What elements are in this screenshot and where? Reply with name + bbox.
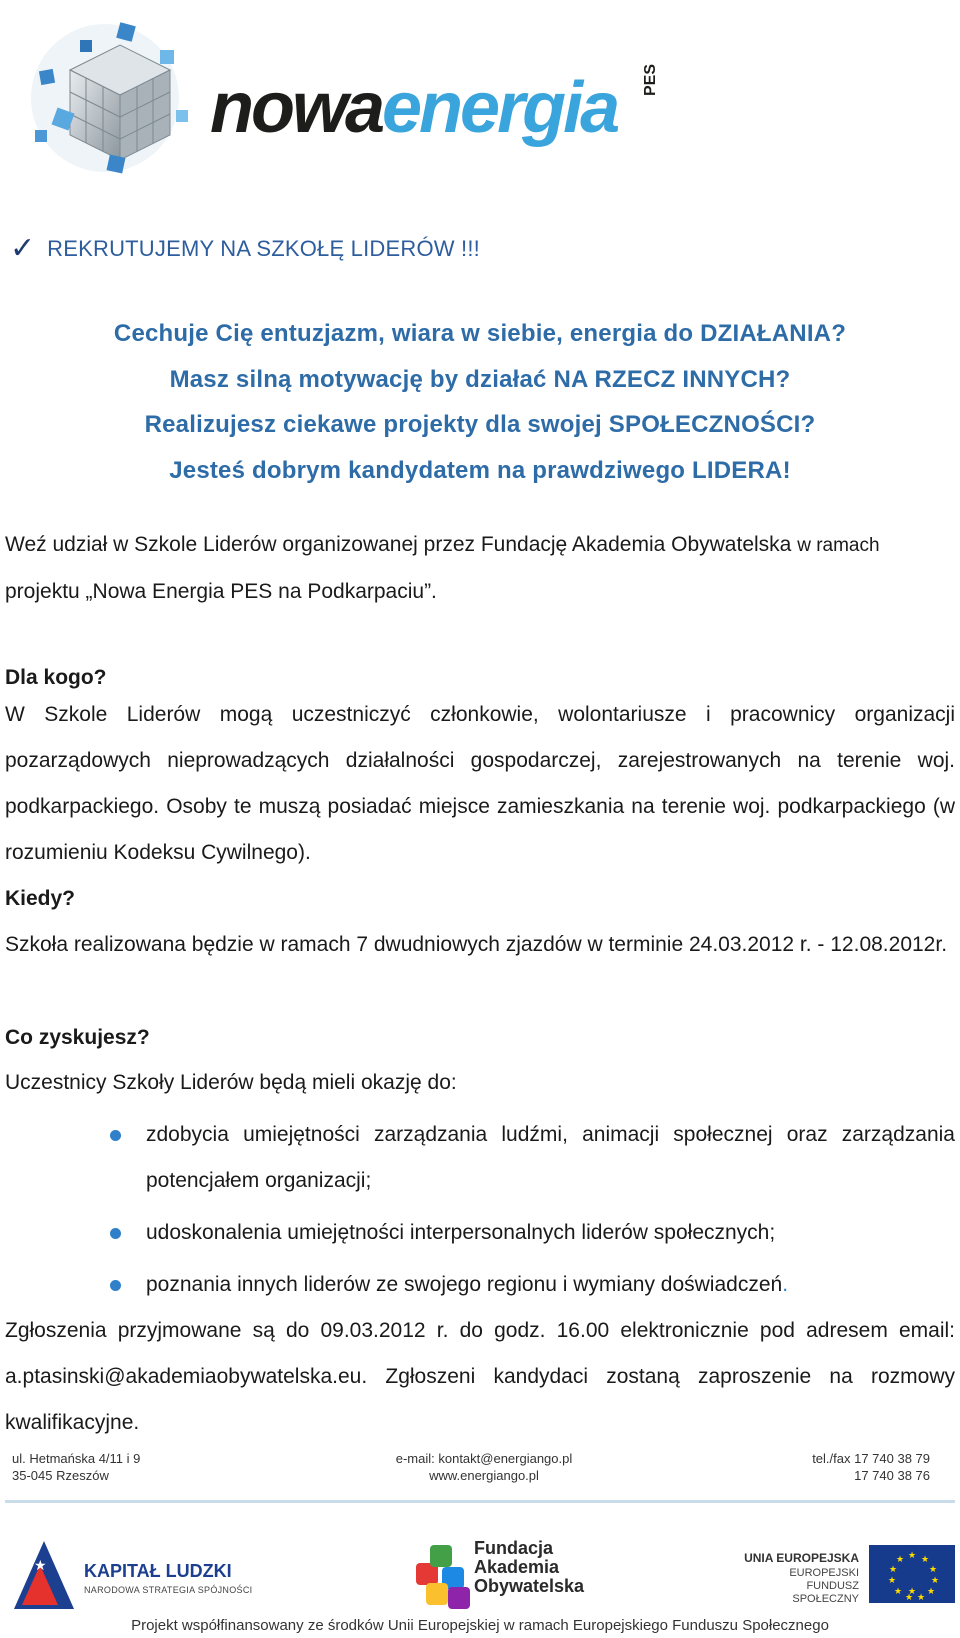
footer-divider bbox=[5, 1500, 955, 1503]
fundacja-akademia-obywatelska-logo bbox=[412, 1535, 612, 1613]
section-title-gain: Co zyskujesz? bbox=[5, 1026, 150, 1049]
application-paragraph: Zgłoszenia przyjmowane są do 09.03.2012 r. do godz. 16.00 elektronicznie pod adresem email: a.ptasinski@akademiaobywatelska.eu. Zgłoszeni kandydaci zostaną zaproszenie na rozmowy kwalifikacyjne. bbox=[5, 1319, 955, 1434]
section-text-who: W Szkole Liderów mogą uczestniczyć członkowie, wolontariusze i pracownicy organizacji pozarządowych nieprowadzących działalności gospodarczej, zarejestrowanych na terenie woj. podkarpackiego. Osoby te muszą posiadać miejsce zamieszkania na terenie woj. podkarpackiego (w rozumieniu Kodeksu Cywilnego). bbox=[5, 703, 955, 864]
logo-word-nowa: nowa bbox=[210, 68, 383, 148]
section-text-when: Szkoła realizowana będzie w ramach 7 dwudniowych zjazdów w terminie 24.03.2012 r. - 12.08.2012r. bbox=[5, 933, 948, 956]
footer-address-2: 35-045 Rzeszów bbox=[12, 1468, 109, 1483]
tagline-3: Realizujesz ciekawe projekty dla swojej SPOŁECZNOŚCI? bbox=[144, 411, 816, 438]
intro-paragraph bbox=[5, 522, 955, 615]
bullet-icon bbox=[110, 1228, 121, 1239]
fao-line-2: Akademia bbox=[474, 1557, 560, 1577]
kl-subtitle: NARODOWA STRATEGIA SPÓJNOŚCI bbox=[84, 1585, 253, 1595]
footer-phone-1: tel./fax 17 740 38 79 bbox=[812, 1451, 930, 1466]
ue-title: UNIA EUROPEJSKA bbox=[744, 1551, 859, 1565]
footer-email[interactable]: e-mail: kontakt@energiango.pl bbox=[395, 1451, 573, 1466]
intro-main: Weź udział w Szkole Liderów organizowanej przez Fundację Akademia Obywatelska bbox=[5, 533, 792, 556]
intro-small: w ramach bbox=[797, 535, 880, 556]
footer-www[interactable]: www.energiango.pl bbox=[429, 1468, 539, 1483]
bullet-icon bbox=[110, 1280, 121, 1291]
fao-line-1: Fundacja bbox=[474, 1538, 554, 1558]
tagline-2: Masz silną motywację by działać NA RZECZ INNYCH? bbox=[169, 366, 791, 393]
nowa-energia-logo bbox=[10, 10, 670, 180]
section-title-who: Dla kogo? bbox=[5, 666, 107, 689]
tagline-1: Cechuje Cię entuzjazm, wiara w siebie, energia do DZIAŁANIA? bbox=[113, 320, 847, 347]
ue-line-2: EUROPEJSKI bbox=[789, 1567, 859, 1579]
logo-wordmark bbox=[210, 68, 618, 148]
bullet-text-3: poznania innych liderów ze swojego regionu i wymiany doświadczeń bbox=[146, 1273, 783, 1296]
bullet-icon bbox=[110, 1130, 121, 1141]
footer-contacts bbox=[0, 1450, 960, 1490]
intro-line-2: projektu „Nowa Energia PES na Podkarpaciu”. bbox=[5, 580, 437, 603]
footer-address-1: ul. Hetmańska 4/11 i 9 bbox=[12, 1451, 141, 1466]
bullet-end-dot: . bbox=[782, 1273, 789, 1296]
partner-logos bbox=[0, 1535, 960, 1615]
kl-star-icon: ★ bbox=[34, 1557, 47, 1573]
logo-pes: PES bbox=[642, 63, 659, 96]
tagline-4: Jesteś dobrym kandydatem na prawdziwego LIDERA! bbox=[169, 457, 791, 484]
fao-line-3: Obywatelska bbox=[474, 1576, 585, 1596]
checkmark-icon: ✓ bbox=[10, 232, 36, 265]
bullet-text-2: udoskonalenia umiejętności interpersonalnych liderów społecznych; bbox=[146, 1221, 776, 1244]
cube-logo-icon bbox=[10, 10, 210, 180]
ue-line-3: FUNDUSZ SPOŁECZNY bbox=[792, 1580, 859, 1605]
section-gain-intro: Uczestnicy Szkoły Liderów będą mieli okazję do: bbox=[5, 1071, 457, 1094]
kl-title: KAPITAŁ LUDZKI bbox=[84, 1561, 232, 1581]
list-item bbox=[110, 1112, 955, 1204]
bullet-text-1: zdobycia umiejętności zarządzania ludźmi, animacji społecznej oraz zarządzania potencjałem organizacji; bbox=[146, 1123, 955, 1192]
footer-phone-2: 17 740 38 76 bbox=[854, 1468, 930, 1483]
section-title-when: Kiedy? bbox=[5, 887, 76, 910]
eu-flag-icon: ★ ★ ★ ★ ★ ★ ★ ★ ★ ★ ★ ★ bbox=[869, 1545, 955, 1603]
heading-text: REKRUTUJEMY NA SZKOŁĘ LIDERÓW !!! bbox=[47, 236, 480, 261]
ue-efs-logo bbox=[740, 1545, 955, 1605]
list-item bbox=[110, 1210, 955, 1256]
funding-note: Projekt współfinansowany ze środków Unii Europejskiej w ramach Europejskiego Funduszu Społecznego bbox=[131, 1617, 829, 1634]
recruitment-heading bbox=[10, 234, 480, 264]
kapital-ludzki-logo bbox=[14, 1541, 254, 1609]
logo-word-energia: energia bbox=[382, 68, 618, 148]
list-item bbox=[110, 1262, 955, 1308]
